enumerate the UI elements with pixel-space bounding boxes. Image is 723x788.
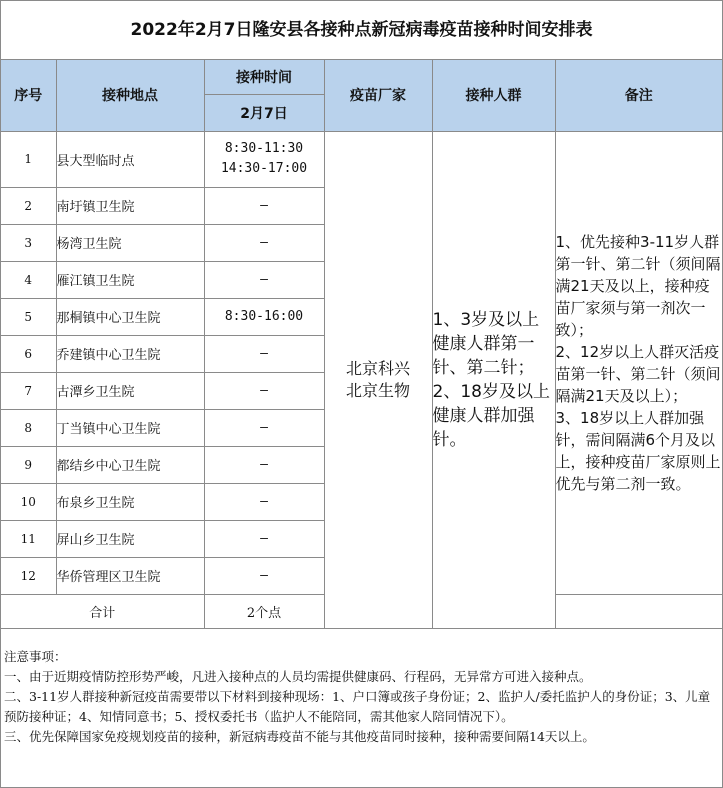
time-slot: —: [260, 530, 268, 546]
row-location: 乔建镇中心卫生院: [56, 335, 204, 372]
row-location: 古潭乡卫生院: [56, 372, 204, 409]
header-people: 接种人群: [432, 60, 555, 131]
row-number: 1: [1, 131, 56, 187]
row-time: [204, 131, 324, 187]
time-slot: —: [260, 456, 268, 472]
time-slot: —: [260, 493, 268, 509]
people-cell: [432, 131, 555, 628]
row-time: [204, 557, 324, 594]
row-time: [204, 261, 324, 298]
total-label: 合计: [1, 594, 204, 628]
header-time: 接种时间: [204, 60, 324, 94]
row-number: 7: [1, 372, 56, 409]
time-slot: 8:30-11:30: [224, 141, 304, 156]
row-time: [204, 409, 324, 446]
row-location: 杨湾卫生院: [56, 224, 204, 261]
time-slot: —: [260, 234, 268, 250]
row-time: [204, 187, 324, 224]
row-location: 都结乡中心卫生院: [56, 446, 204, 483]
row-time: [204, 483, 324, 520]
schedule-table: [1, 60, 722, 629]
header-row: [1, 60, 722, 94]
header-location: 接种地点: [56, 60, 204, 131]
row-location: 华侨管理区卫生院: [56, 557, 204, 594]
row-location: 那桐镇中心卫生院: [56, 298, 204, 335]
time-slot: —: [260, 567, 268, 583]
row-time: [204, 224, 324, 261]
row-number: 4: [1, 261, 56, 298]
row-time: [204, 372, 324, 409]
total-value: 2个点: [204, 594, 324, 628]
row-number: 8: [1, 409, 56, 446]
time-slot: —: [260, 419, 268, 435]
row-number: 5: [1, 298, 56, 335]
time-slot: —: [260, 382, 268, 398]
row-number: 6: [1, 335, 56, 372]
row-location: 县大型临时点: [56, 131, 204, 187]
row-number: 2: [1, 187, 56, 224]
people-item: 1、3岁及以上健康人群第一针、第二针；: [432, 309, 540, 378]
row-location: 雁江镇卫生院: [56, 261, 204, 298]
table-row: [1, 131, 722, 187]
row-number: 9: [1, 446, 56, 483]
note-item: 三、优先保障国家免疫规划疫苗的接种，新冠病毒疫苗不能与其他疫苗同时接种，接种需要间隔14天以上。: [4, 728, 595, 744]
time-slot: —: [260, 271, 268, 287]
header-vendor: 疫苗厂家: [324, 60, 432, 131]
people-item: 2、18岁及以上健康人群加强针。: [432, 381, 550, 450]
vendor-name: 北京生物: [345, 380, 410, 400]
remark-item: 3、18岁以上人群加强针，需间隔满6个月及以上，接种疫苗厂家原则上优先与第二剂一致。: [555, 408, 721, 493]
header-remark: 备注: [555, 60, 722, 131]
vendor-name: 北京科兴: [345, 358, 410, 378]
row-time: [204, 298, 324, 335]
row-time: [204, 335, 324, 372]
header-no: 序号: [1, 60, 56, 131]
row-time: [204, 446, 324, 483]
header-date: 2月7日: [204, 94, 324, 131]
page-title: 2022年2月7日隆安县各接种点新冠病毒疫苗接种时间安排表: [1, 1, 722, 60]
time-slot: 8:30-16:00: [224, 308, 304, 324]
time-slot: —: [260, 345, 268, 361]
time-slot: 14:30-17:00: [220, 161, 308, 176]
note-item: 一、由于近期疫情防控形势严峻，凡进入接种点的人员均需提供健康码、行程码，无异常方可进入接种点。: [4, 668, 592, 684]
row-number: 3: [1, 224, 56, 261]
notes-title: 注意事项：: [4, 648, 67, 664]
row-location: 南圩镇卫生院: [56, 187, 204, 224]
notes: [1, 629, 722, 747]
time-slot: —: [260, 197, 268, 213]
row-location: 丁当镇中心卫生院: [56, 409, 204, 446]
note-item: 二、3-11岁人群接种新冠疫苗需要带以下材料到接种现场：1、户口簿或孩子身份证；2、监护人/委托监护人的身份证；3、儿童预防接种证；4、知情同意书；5、授权委托书（监护人不能陪同，需其他家人陪同情况下）。: [4, 688, 711, 724]
vendor-cell: [324, 131, 432, 628]
row-location: 布泉乡卫生院: [56, 483, 204, 520]
row-number: 12: [1, 557, 56, 594]
remark-item: 1、优先接种3-11岁人群第一针、第二针（须间隔满21天及以上，接种疫苗厂家须与第一剂次一致）；: [555, 232, 721, 339]
row-location: 屏山乡卫生院: [56, 520, 204, 557]
row-number: 11: [1, 520, 56, 557]
remark-cell: [555, 131, 722, 594]
row-time: [204, 520, 324, 557]
row-number: 10: [1, 483, 56, 520]
remark-item: 2、12岁以上人群灭活疫苗第一针、第二针（须间隔满21天及以上）；: [555, 342, 721, 405]
total-remark-empty: [555, 594, 722, 628]
